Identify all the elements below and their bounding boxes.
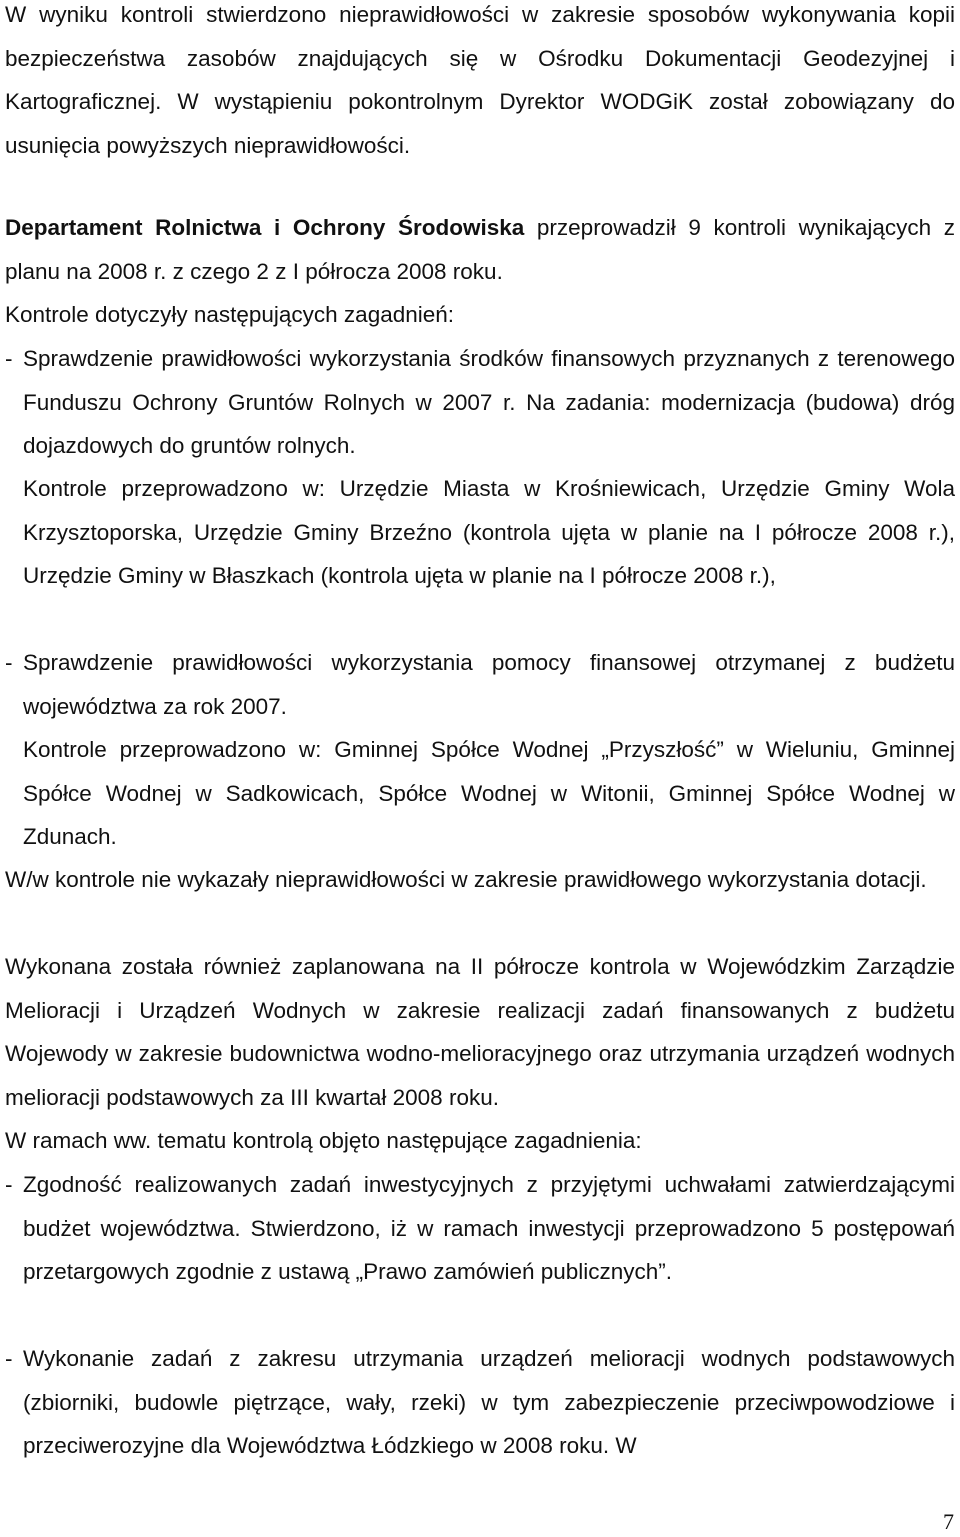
list-item-investment-compliance xyxy=(5,1163,955,1294)
department-name: Departament Rolnictwa i Ochrony Środowiska xyxy=(5,215,525,240)
paragraph-water-company-sites: Kontrole przeprowadzono w: Gminnej Spółce Wodnej „Przyszłość” w Wieluniu, Gminnej Spółce Wodnej w Sadkowicach, Spółce Wodnej w Witonii, Gminnej Spółce Wodnej w Zdunach. xyxy=(23,737,955,849)
paragraph-no-irregularities: W/w kontrole nie wykazały nieprawidłowości w zakresie prawidłowego wykorzystania dotacji. xyxy=(5,867,927,892)
paragraph-control-topics-intro: Kontrole dotyczyły następujących zagadnień: xyxy=(5,302,455,327)
list-item-fogr-funds xyxy=(5,337,955,468)
paragraph-backup-findings: W wyniku kontroli stwierdzono nieprawidłowości w zakresie sposobów wykonywania kopii bezpieczeństwa zasobów znajdujących się w Ośrodku Dokumentacji Geodezyjnej i Kartograficznej. W wystąpieniu pokontrolnym Dyrektor WODGiK został zobowiązany do usunięcia powyższych nieprawidłowości. xyxy=(5,2,955,158)
page-number: 7 xyxy=(943,1509,954,1534)
list-item-text: Sprawdzenie prawidłowości wykorzystania pomocy finansowej otrzymanej z budżetu województwa za rok 2007. xyxy=(23,650,955,719)
list-item-text: Zgodność realizowanych zadań inwestycyjnych z przyjętymi uchwałami zatwierdzającymi budżet województwa. Stwierdzono, iż w ramach inwestycji przeprowadzono 5 postępowań przetargowych zgodnie z ustawą „Prawo zamówień publicznych”. xyxy=(23,1172,955,1284)
list-dash: - xyxy=(5,1172,13,1197)
list-dash: - xyxy=(5,1346,13,1371)
paragraph-fogr-control-sites: Kontrole przeprowadzono w: Urzędzie Miasta w Krośniewicach, Urzędzie Gminy Wola Krzysztoporska, Urzędzie Gminy Brzeźno (kontrola ujęta w planie na I półrocze 2008 r.), Urzędzie Gminy w Błaszkach (kontrola ujęta w planie na I półrocze 2008 r.), xyxy=(23,476,955,588)
paragraph-department-controls xyxy=(5,206,955,293)
paragraph-wzmiuw-control: Wykonana została również zaplanowana na II półrocze kontrola w Wojewódzkim Zarządzie Melioracji i Urządzeń Wodnych w zakresie realizacji zadań finansowanych z budżetu Wojewody w zakresie budownictwa wodno-melioracyjnego oraz utrzymania urządzeń wodnych melioracji podstawowych za III kwartał 2008 roku. xyxy=(5,954,955,1110)
list-dash: - xyxy=(5,346,13,371)
department-controls-text: przeprowadził 9 kontroli wynikających z planu na 2008 r. z czego 2 z I półrocza 2008 roku. xyxy=(5,215,955,284)
list-item-text: Wykonanie zadań z zakresu utrzymania urządzeń melioracji wodnych podstawowych (zbiorniki, budowle piętrzące, wały, rzeki) w tym zabezpieczenie przeciwpowodziowe i przeciwerozyjne dla Województwa Łódzkiego w 2008 roku. W xyxy=(23,1346,955,1458)
list-item-maintenance-tasks xyxy=(5,1337,955,1468)
list-item-budget-aid xyxy=(5,641,955,728)
list-dash: - xyxy=(5,650,13,675)
list-item-text: Sprawdzenie prawidłowości wykorzystania środków finansowych przyznanych z terenowego Funduszu Ochrony Gruntów Rolnych w 2007 r. Na zadania: modernizacja (budowa) dróg dojazdowych do gruntów rolnych. xyxy=(23,346,955,458)
paragraph-control-scope: W ramach ww. tematu kontrolą objęto następujące zagadnienia: xyxy=(5,1128,642,1153)
